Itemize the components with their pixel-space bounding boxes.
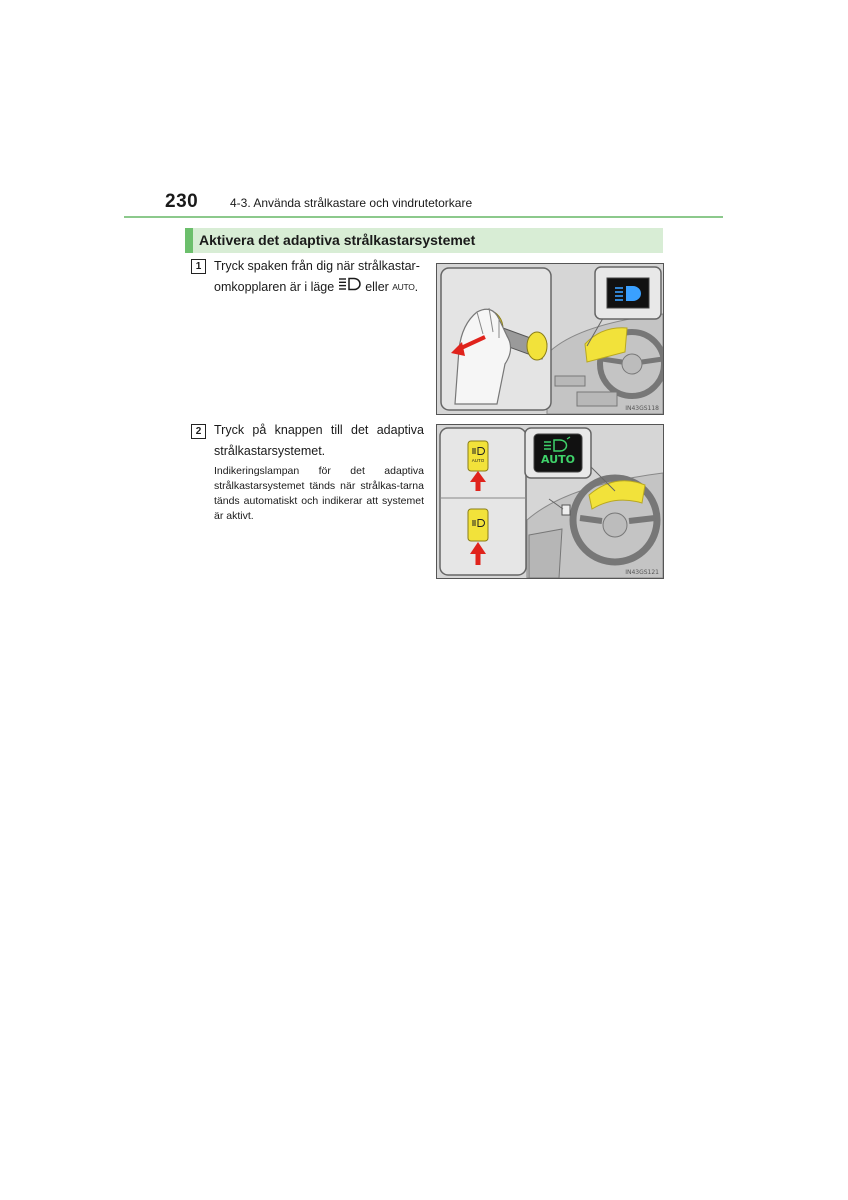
figure-1-code: IN43GS118 [625,405,659,412]
step-1-line-2 [214,277,426,298]
step-1-number: 1 [191,259,206,274]
section-heading: Aktivera det adaptiva strålkastarsystemet [185,228,663,253]
step-2-number: 2 [191,424,206,439]
step-1-line-2-end: . [414,280,419,294]
step-1-line-2-pre: omkopplaren är i läge [214,280,335,294]
header-rule [124,216,723,218]
step-2-text: Tryck på knappen till det adaptiva strålkastarsystemet. [214,423,424,458]
page-number: 230 [165,191,199,212]
breadcrumb: 4-3. Använda strålkastare och vindrutetorkare [230,196,473,210]
indicator-auto-label: AUTO [541,453,575,466]
figure-aha-button [436,424,664,579]
figure-lever-push [436,263,664,415]
step-2-note: Indikeringslampan för det adaptiva strålkastarsystemet tänds när strålkas-tarna tänds automatiskt och indikerar att systemet är aktivt. [214,465,424,522]
headlight-icon [338,277,362,298]
auto-mode-label: AUTO [392,282,415,292]
step-1-text [214,256,426,298]
step-1-line-1: Tryck spaken från dig när strålkastar- [214,259,420,273]
figure-2-code: IN43GS121 [625,569,659,576]
switch-auto-label: AUTO [471,458,485,463]
step-1-line-2-mid: eller [365,280,389,294]
